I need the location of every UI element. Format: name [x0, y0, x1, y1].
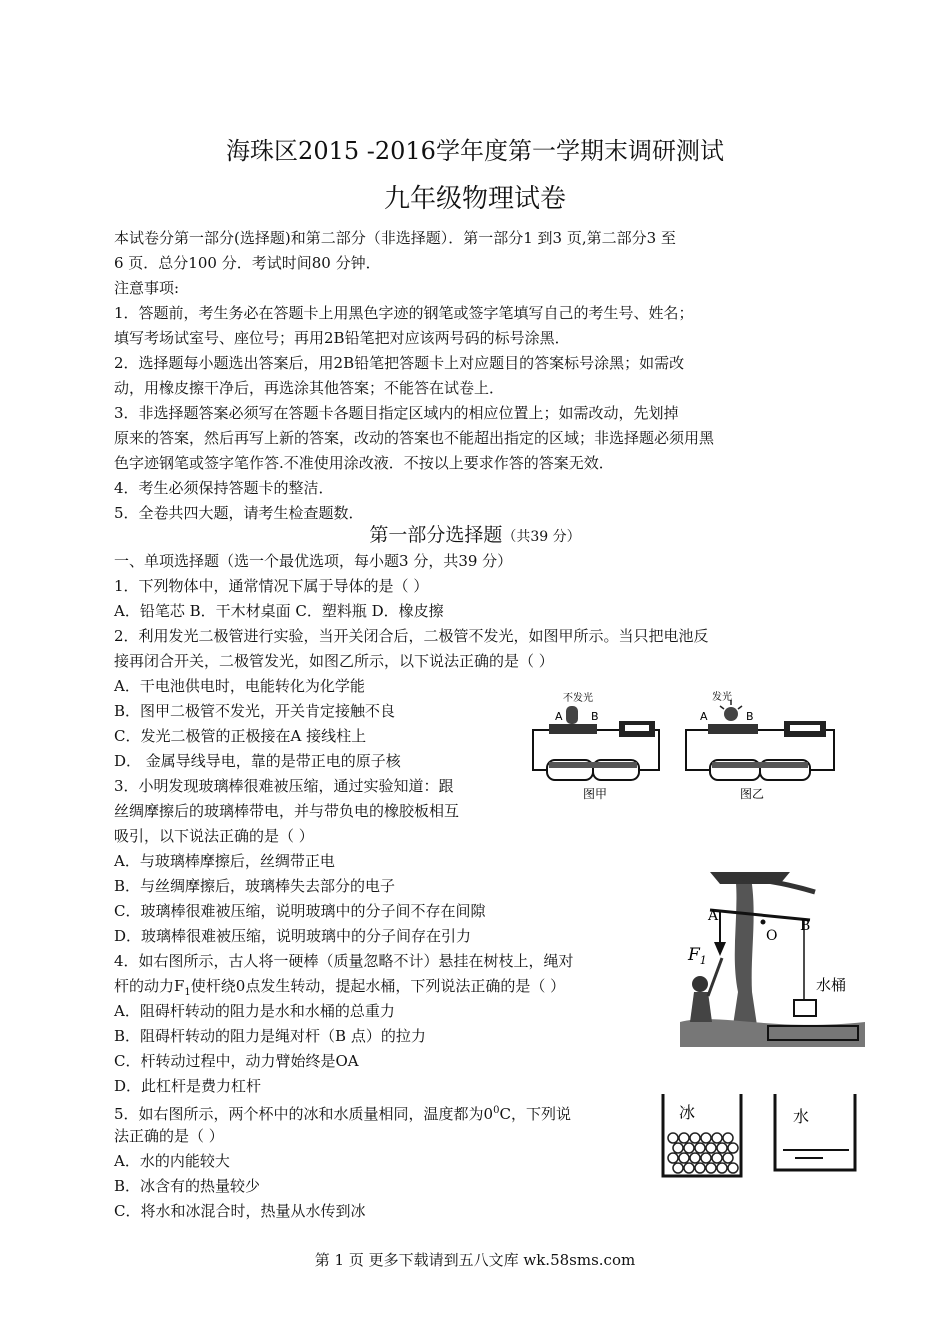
diode-state-label: 不发光: [563, 693, 593, 704]
q5-option-b: B．冰含有的热量较少: [114, 1177, 261, 1195]
bucket-label: 水桶: [816, 976, 847, 994]
note-line: 4．考生必须保持答题卡的整洁．: [114, 479, 334, 497]
svg-text:F1: [687, 945, 707, 967]
intro-line: 6 页．总分100 分．考试时间80 分钟．: [114, 254, 381, 272]
section-subtitle: 一、单项选择题（选一个最优选项，每小题3 分，共39 分）: [114, 552, 513, 570]
q4-stem: 4．如右图所示，古人将一硬棒（质量忽略不计）悬挂在树枝上，绳对: [114, 952, 574, 970]
figure-caption: 图甲: [583, 787, 608, 801]
q4-option-c: C．杆转动过程中，动力臂始终是OA: [114, 1052, 359, 1070]
intro-line: 本试卷分第一部分(选择题)和第二部分（非选择题）．第一部分1 到3 页,第二部分3 至: [114, 229, 676, 247]
terminal-b-label: B: [746, 710, 754, 723]
page-footer: 第 1 页 更多下载请到五八文库 wk.58sms.com: [314, 1251, 636, 1269]
q5-option-a: A．水的内能较大: [114, 1152, 230, 1170]
q3-stem: 丝绸摩擦后的玻璃棒带电，并与带负电的橡胶板相互: [114, 802, 460, 820]
q4-stem-part: 使杆绕0点发生转动，提起水桶，下列说法正确的是（ ）: [190, 977, 566, 995]
section-points: （共39 分）: [502, 529, 581, 545]
q5-stem-part: C，下列说: [499, 1105, 571, 1123]
circuit-figure-jia: [527, 688, 667, 803]
q3-option-c: C．玻璃棒很难被压缩，说明玻璃中的分子间不存在间隙: [114, 902, 486, 920]
q4-option-b: B．阻碍杆转动的阻力是绳对杆（B 点）的拉力: [114, 1027, 426, 1045]
circuit-figure-yi: [680, 688, 840, 803]
q3-option-b: B．与丝绸摩擦后，玻璃棒失去部分的电子: [114, 877, 396, 895]
section-title: 第一部分选择题: [369, 524, 503, 546]
exam-subtitle: 九年级物理试卷: [383, 184, 566, 214]
exam-title: 海珠区2015 -2016学年度第一学期末调研测试: [226, 137, 724, 165]
q2-option-a: A．干电池供电时，电能转化为化学能: [114, 677, 365, 695]
note-line: 动，用橡皮擦干净后，再选涂其他答案；不能答在试卷上．: [114, 379, 505, 397]
q5-superscript: 0: [493, 1105, 500, 1116]
q4-option-d: D．此杠杆是费力杠杆: [114, 1077, 262, 1095]
q1-stem: 1．下列物体中，通常情况下属于导体的是（ ）: [114, 577, 429, 595]
point-o-label: O: [766, 928, 778, 944]
q4-subscript: 1: [184, 987, 191, 998]
water-label: 水: [793, 1107, 810, 1126]
note-line: 1．答题前，考生务必在答题卡上用黑色字迹的钢笔或签字笔填写自己的考生号、姓名；: [114, 304, 694, 322]
q2-stem: 2．利用发光二极管进行实验，当开关闭合后，二极管不发光，如图甲所示。当只把电池反: [114, 627, 709, 645]
terminal-a-label: A: [700, 710, 708, 723]
q5-option-c: C．将水和冰混合时，热量从水传到冰: [114, 1202, 366, 1220]
section-heading: [0, 523, 950, 549]
note-line: 原来的答案，然后再写上新的答案，改动的答案也不能超出指定的区域；非选择题必须用黑: [114, 429, 715, 447]
note-line: 填写考场试室号、座位号；再用2B铅笔把对应该两号码的标号涂黑．: [114, 329, 570, 347]
force-label: F: [688, 945, 700, 965]
q5-stem: 法正确的是（ ）: [114, 1127, 224, 1145]
point-a-label: A: [708, 908, 719, 924]
note-line: 3．非选择题答案必须写在答题卡各题目指定区域内的相应位置上；如需改动，先划掉: [114, 404, 679, 422]
q2-option-d: D． 金属导线导电，靠的是带正电的原子核: [114, 752, 401, 770]
q4-option-a: A．阻碍杆转动的阻力是水和水桶的总重力: [114, 1002, 395, 1020]
note-line: 色字迹钢笔或签字笔作答.不准使用涂改液．不按以上要求作答的答案无效．: [114, 454, 614, 472]
q5-stem: [114, 1101, 571, 1124]
note-line: 5．全卷共四大题，请考生检查题数．: [114, 504, 364, 522]
q3-option-a: A．与玻璃棒摩擦后，丝绸带正电: [114, 852, 335, 870]
terminal-a-label: A: [555, 710, 563, 723]
point-b-label: B: [800, 918, 811, 934]
q3-option-d: D．玻璃棒很难被压缩，说明玻璃中的分子间存在引力: [114, 927, 472, 945]
terminal-b-label: B: [591, 710, 599, 723]
q1-options: A．铅笔芯 B．干木材桌面 C．塑料瓶 D．橡皮擦: [114, 602, 444, 620]
figure-caption: 图乙: [740, 787, 765, 801]
q2-option-b: B．图甲二极管不发光，开关肯定接触不良: [114, 702, 396, 720]
ice-label: 冰: [679, 1103, 696, 1122]
q5-stem-part: 5．如右图所示，两个杯中的冰和水质量相同，温度都为0: [114, 1105, 494, 1123]
ice-water-cups-figure: [655, 1090, 865, 1185]
lever-figure: [680, 872, 865, 1047]
note-line: 2．选择题每小题选出答案后，用2B铅笔把答题卡上对应题目的答案标号涂黑；如需改: [114, 354, 685, 372]
q2-stem: 接再闭合开关，二极管发光，如图乙所示，以下说法正确的是（ ）: [114, 652, 554, 670]
q3-stem: 吸引，以下说法正确的是（ ）: [114, 827, 314, 845]
q4-stem: [114, 976, 565, 1003]
q4-stem-part: 杆的动力F: [114, 977, 185, 995]
diode-state-label: 发光: [712, 692, 732, 703]
notes-heading: 注意事项:: [114, 279, 180, 297]
q2-option-c: C．发光二极管的正极接在A 接线柱上: [114, 727, 367, 745]
force-subscript: 1: [699, 954, 707, 967]
q3-stem: 3．小明发现玻璃棒很难被压缩，通过实验知道：跟: [114, 777, 454, 795]
